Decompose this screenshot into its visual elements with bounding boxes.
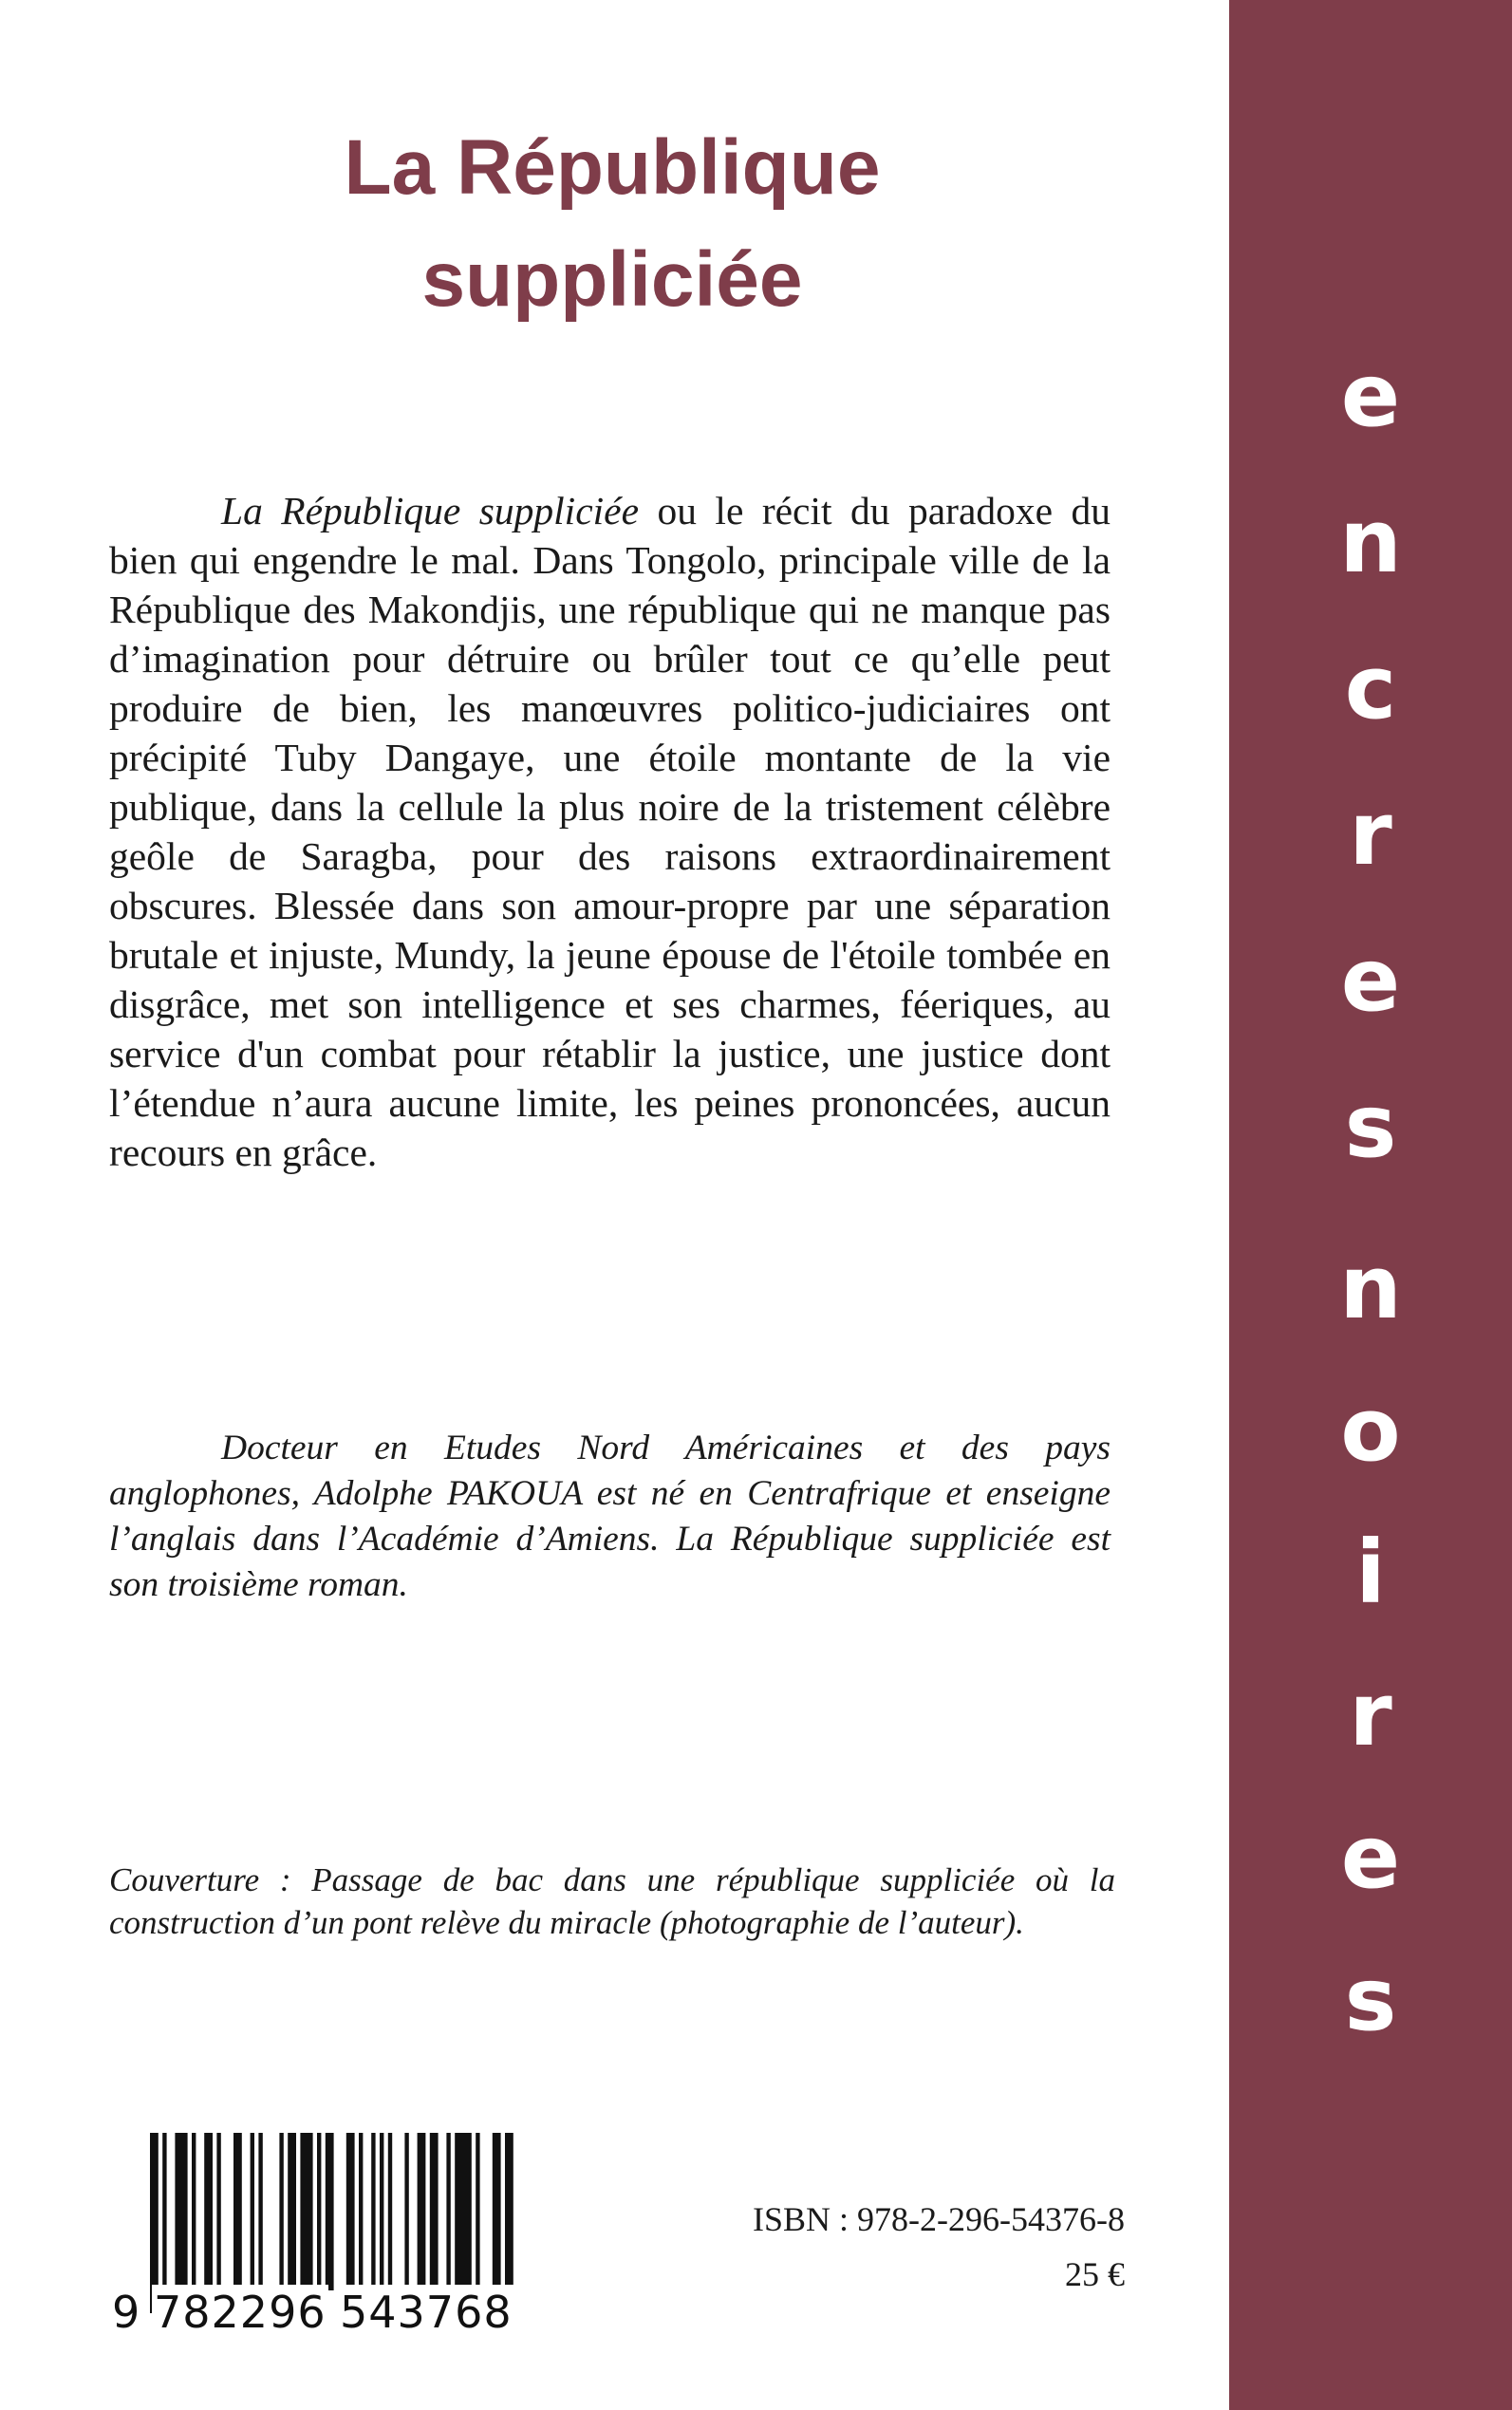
barcode-bar xyxy=(317,2133,321,2290)
author-bio: Docteur en Etudes Nord Américaines et des pays anglophones, Adolphe PAKOUA est né en Centrafrique et enseigne l’anglais dans l’Académie d’Amiens. La République suppliciée est son troisième roman. xyxy=(109,1429,1111,1604)
barcode-bar xyxy=(233,2133,242,2290)
collection-band xyxy=(1229,0,1512,2410)
collection-letter: n xyxy=(1339,1237,1402,1338)
collection-name xyxy=(1229,323,1512,2126)
barcode-bar xyxy=(192,2133,196,2290)
barcode-bar xyxy=(359,2133,363,2290)
collection-letter: s xyxy=(1344,1949,1397,2050)
barcode-bar xyxy=(204,2133,213,2290)
collection-word-noires xyxy=(1229,1217,1512,2071)
collection-letter: i xyxy=(1355,1522,1386,1623)
barcode-bar xyxy=(446,2133,450,2290)
collection-letter: r xyxy=(1349,783,1392,885)
isbn-barcode xyxy=(112,2133,522,2340)
barcode-group-1: 782296 xyxy=(154,2287,327,2338)
collection-letter: c xyxy=(1344,637,1397,738)
book-title-line-2: suppliciée xyxy=(421,236,803,323)
barcode-bar xyxy=(455,2133,472,2290)
isbn-number: ISBN : 978-2-296-54376-8 xyxy=(753,2200,1125,2238)
barcode-bar xyxy=(300,2133,312,2290)
collection-word-encres xyxy=(1229,323,1512,1200)
collection-letter: o xyxy=(1340,1379,1401,1481)
barcode-bar xyxy=(288,2133,296,2290)
collection-letter: r xyxy=(1349,1664,1392,1765)
barcode-bar xyxy=(418,2133,426,2290)
barcode-bar xyxy=(251,2133,254,2290)
collection-letter: e xyxy=(1340,929,1401,1031)
barcode-group-2: 543768 xyxy=(340,2287,513,2338)
barcode-bar xyxy=(175,2133,187,2290)
summary-italic-title: La République suppliciée xyxy=(221,489,639,532)
collection-letter: n xyxy=(1339,491,1402,592)
barcode-bar xyxy=(258,2133,262,2290)
barcode-lead-digit: 9 xyxy=(112,2287,140,2338)
barcode-bar xyxy=(476,2133,479,2290)
barcode-digits xyxy=(112,2285,522,2340)
book-title-line-1: La République xyxy=(344,124,881,211)
barcode-bar xyxy=(326,2133,334,2290)
barcode-bar xyxy=(346,2133,355,2290)
barcode-bar xyxy=(380,2133,383,2290)
barcode-bar xyxy=(505,2133,513,2290)
collection-letter: e xyxy=(1340,345,1401,446)
book-summary xyxy=(109,486,1111,1177)
collection-letter: e xyxy=(1340,1806,1401,1908)
barcode-bar xyxy=(371,2133,375,2290)
barcode-bar xyxy=(279,2133,283,2290)
barcode-bar xyxy=(430,2133,439,2290)
book-title xyxy=(114,112,1111,336)
summary-text: ou le récit du paradoxe du bien qui engendre le mal. Dans Tongolo, principale ville de la République des Makondjis, une république qui ne manque pas d’imagination pour détruire ou brûler tout ce qu’elle peut produire de bien, les manœuvres politico-judiciaires ont précipité Tuby Dangaye, une étoile montante de la vie publique, dans la cellule la plus noire de la tristement célèbre geôle de Saragba, pour des raisons extraordinairement obscures. Blessée dans son amour-propre par une séparation brutale et injuste, Mundy, la jeune épouse de l'étoile tombée en disgrâce, met son intelligence et ses charmes, féeriques, au service d'un combat pour rétablir la justice, une justice dont l’étendue n’aura aucune limite, les peines prononcées, aucun recours en grâce. xyxy=(109,489,1111,1174)
barcode-bar xyxy=(493,2133,501,2290)
cover-credit: Couverture : Passage de bac dans une république suppliciée où la construction d’un pont relève du miracle (photographie de l’auteur). xyxy=(109,1861,1115,1941)
collection-letter: s xyxy=(1344,1075,1397,1177)
barcode-bar xyxy=(216,2133,220,2290)
price: 25 € xyxy=(1065,2255,1125,2293)
